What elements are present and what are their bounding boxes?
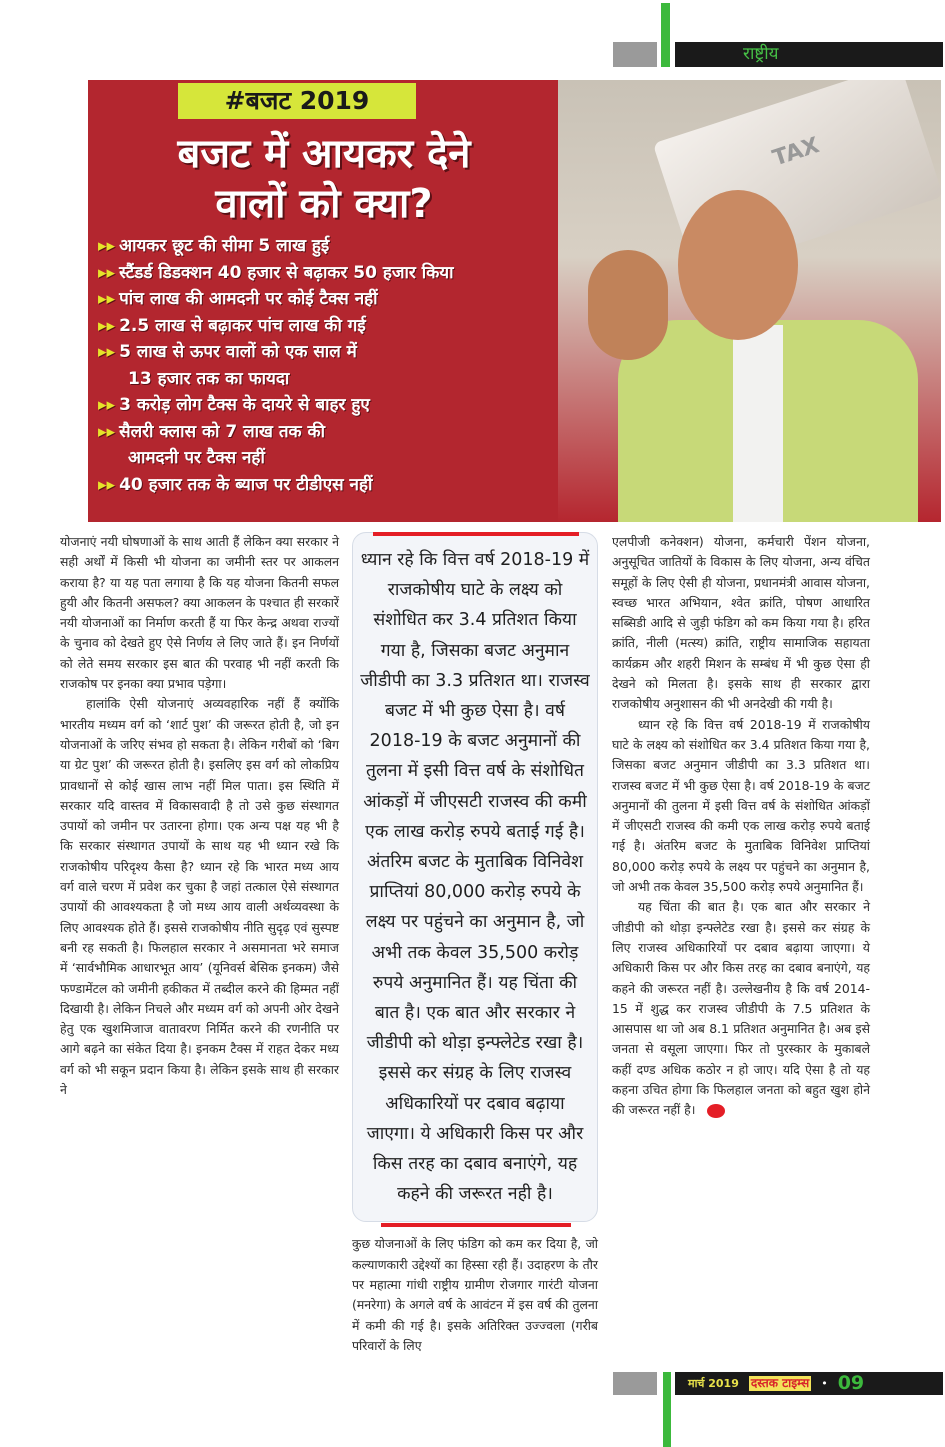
tax-paper-image: TAX: [653, 80, 941, 277]
double-arrow-icon: ▸▸: [98, 421, 116, 442]
double-arrow-icon: ▸▸: [98, 262, 116, 283]
article-paragraph: कुछ योजनाओं के लिए फंडिग को कम कर दिया है, जो कल्याणकारी उद्देश्यों का हिस्सा रही हैं। उदाहरण के तौर पर महात्मा गांधी राष्ट्रीय ग्रामीण रोजगार गारंटी योजना (मनरेगा) के अगले वर्ष के आवंटन में इस वर्ष की तुलना में कमी की गई है। इसके अतिरिक्त उज्ज्वला (गरीब परिवारों के लिए: [352, 1236, 598, 1353]
waving-hand-image: [588, 250, 668, 360]
article-paragraph: यह चिंता की बात है। एक बात और सरकार ने जीडीपी को थोड़ा इन्फ्लेटेड रखा है। इससे कर संग्रह के लिए राजस्व अधिकारियों पर दबाव बढ़ाया जाएगा। ये अधिकारी किस पर और किस तरह का दबाव बनाएंगे, यह कहने की जरूरत नहीं है। उल्लेखनीय है कि वर्ष 2014-15 में शुद्ध कर राजस्व जीडीपी के 7.5 प्रतिशत के आसपास था जो अब 8.1 प्रतिशत अनुमानित है। अब इसे जनता से वसूला जाएगा। फिर तो पुरस्कार के मुकाबले कहीं दण्ड अधिक कठोर न हो जाए। यदि ऐसा है तो यह कहना उचित होगा कि फिलहाल जनता को बहुत खुश होने की जरूरत नहीं है।: [612, 899, 870, 1118]
header-gray-block: [613, 42, 657, 67]
page-footer-area: [0, 1372, 945, 1447]
end-of-article-dot-icon: [707, 1104, 725, 1118]
article-columns: [0, 532, 945, 1356]
page-footer: [675, 1372, 943, 1395]
highlight-item: ▸▸ 2.5 लाख से बढ़ाकर पांच लाख की गई: [98, 315, 366, 336]
magazine-logo: दस्तक टाइम्स: [750, 1376, 810, 1391]
footer-gray-block: [613, 1372, 657, 1395]
double-arrow-icon: ▸▸: [98, 289, 116, 309]
article-left-column: [60, 532, 339, 1100]
highlight-item: ▸▸ सैलरी क्लास को 7 लाख तक की: [98, 421, 325, 442]
double-arrow-icon: ▸▸: [98, 236, 116, 256]
quote-bottom-rule: [381, 1223, 571, 1227]
budget-tag: #बजट 2019: [178, 83, 416, 119]
footer-separator: •: [821, 1377, 828, 1391]
double-arrow-icon: ▸▸: [98, 395, 116, 415]
article-paragraph: एलपीजी कनेक्शन) योजना, कर्मचारी पेंशन योजना, अनुसूचित जातियों के विकास के लिए योजना, अन्य वंचित समूहों के लिए ऐसी ही योजना, प्रधानमंत्री आवास योजना, स्वच्छ भारत अभियान, श्वेत क्रांति, पोषण आधारित सब्सिडी आदि से जुड़ी फंडिग को कम किया गया है। हरित क्रांति, नीली (मत्स्य) क्रांति, राष्ट्रीय सामाजिक सहायता कार्यक्रम और शहरी मिशन के सम्बंध में भी कुछ ऐसा ही देखने को मिलता है। इसके साथ ही सरकार द्वारा राजकोषीय अनुशासन की भी अनदेखी की गयी है।: [612, 534, 870, 712]
highlight-item: ▸▸ 3 करोड़ लोग टैक्स के दायरे से बाहर हुए: [98, 395, 370, 415]
page-number: 09: [837, 1372, 865, 1395]
section-title: राष्ट्रीय: [743, 44, 779, 64]
article-paragraph: ध्यान रहे कि वित्त वर्ष 2018-19 में राजकोषीय घाटे के लक्ष्य को संशोधित कर 3.4 प्रतिशत किया गया है, जिसका बजट अनुमान जीडीपी का 3.3 प्रतिशत था। राजस्व बजट में भी कुछ ऐसा है। वर्ष 2018-19 के बजट अनुमानों की तुलना में इसी वित्त वर्ष के संशोधित आंकड़ों में जीएसटी राजस्व की कमी एक लाख करोड़ रुपये बताई गई है। अंतरिम बजट के मुताबिक विनिवेश प्राप्तियां 80,000 करोड़ रुपये के लक्ष्य पर पहुंचने का अनुमान है, जो अभी तक केवल 35,500 करोड़ रुपये अनुमानित हैं।: [612, 716, 870, 895]
article-paragraph: हालांकि ऐसी योजनाएं अव्यवहारिक नहीं हैं क्योंकि भारतीय मध्यम वर्ग को ‘शार्ट पुश’ की जरूरत होती है, जो इन योजनाओं के जरिए संभव हो सकता है। लेकिन गरीबों को ‘बिग या ग्रेट पुश’ की जरूरत होती है। इसलिए इस वर्ग को लोकप्रिय प्रावधानों से कोई खास लाभ नहीं मिल पाता। इस स्थिति में सरकार यदि वास्तव में विकासवादी है तो उसे कुछ संस्थागत उपायों को जमीन पर उतारना होगा। एक अन्य पक्ष यह भी है कि सरकार संस्थागत उपायों के साथ यह भी ध्यान रखे कि राजकोषीय परिदृश्य कैसा है? ध्यान रहे कि भारत मध्य आय वर्ग वाले चरण में प्रवेश कर चुका है जहां तत्काल ऐसे संस्थागत उपायों की आवश्यकता है जो मध्य आय वाली अर्थव्यवस्था के लिए आवश्यक होते हैं। इससे राजकोषीय नीति सुदृढ़ एवं सुस्पष्ट बनी रह सकती है। फिलहाल सरकार ने असमानता भरे समाज में ‘सार्वभौमिक आधारभूत आय’ (यूनिवर्स बेसिक इनकम) जैसे फण्डामेंटल को जमीनी हकीकत में तब्दील करने की हिम्मत नहीं दिखायी है। लेकिन निचले और मध्यम वर्ग को अपनी ओर देखने हेतु एक खुशमिजाज वातावरण निर्मित करने की रणनीति पर आगे बढ़ने का संकेत दिया है। इनकम टैक्स में राहत देकर मध्य वर्ग को भी सकून प्रदान किया है। लेकिन इसके साथ ही सरकार ने: [60, 696, 339, 1098]
double-arrow-icon: ▸▸: [98, 315, 116, 336]
budget-highlights: [98, 233, 550, 498]
highlight-item: ▸▸ 40 हजार तक के ब्याज पर टीडीएस नहीं: [98, 474, 373, 495]
highlight-item: ▸▸ आयकर छूट की सीमा 5 लाख हुई: [98, 236, 330, 256]
budget-banner: [88, 80, 941, 522]
header-green-bar: [661, 3, 670, 67]
double-arrow-icon: ▸▸: [98, 474, 116, 495]
highlight-item: ▸▸ पांच लाख की आमदनी पर कोई टैक्स नहीं: [98, 289, 378, 309]
issue-date: मार्च 2019: [688, 1377, 739, 1391]
highlight-item: ▸▸ 5 लाख से ऊपर वालों को एक साल में: [98, 342, 357, 362]
double-arrow-icon: ▸▸: [98, 342, 116, 362]
article-middle-column: [352, 532, 598, 1356]
quote-top-rule: [373, 532, 579, 536]
article-right-column: [612, 532, 870, 1121]
minister-photo: [558, 80, 941, 522]
banner-headline: बजट में आयकर देने वालों को क्या?: [177, 131, 471, 227]
banner-text-area: [88, 80, 558, 522]
pull-quote-box: [352, 532, 598, 1222]
pull-quote-text: ध्यान रहे कि वित्त वर्ष 2018-19 में राजकोषीय घाटे के लक्ष्य को संशोधित कर 3.4 प्रतिशत किया गया है, जिसका बजट अनुमान जीडीपी का 3.3 प्रतिशत था। राजस्व बजट में भी कुछ ऐसा है। वर्ष 2018-19 के बजट अनुमानों की तुलना में इसी वित्त वर्ष के संशोधित आंकड़ों में जीएसटी राजस्व की कमी एक लाख करोड़ रुपये बताई गई है। अंतरिम बजट के मुताबिक विनिवेश प्राप्तियां 80,000 करोड़ रुपये के लक्ष्य पर पहुंचने का अनुमान है, जो अभी तक केवल 35,500 करोड़ रुपये अनुमानित हैं। यह चिंता की बात है। एक बात और सरकार ने जीडीपी को थोड़ा इन्फ्लेटेड रखा है। इससे कर संग्रह के लिए राजस्व अधिकारियों पर दबाव बढ़ाया जाएगा। ये अधिकारी किस पर और किस तरह का दबाव बनाएंगे, यह कहने की जरूरत नही है।: [360, 550, 590, 1205]
footer-green-bar: [663, 1372, 671, 1447]
article-paragraph: योजनाएं नयी घोषणाओं के साथ आती हैं लेकिन क्या सरकार ने सही अर्थों में किसी भी योजना का जमीनी स्तर पर आकलन कराया है? या यह पता लगाया है कि यह योजना कितनी सफल हुयी और कितनी असफल? क्या आकलन के पश्चात ही सरकारें नयी योजनाओं का निर्माण करती हैं या फिर केन्द्र अथवा राज्यों के चुनाव को देखते हुए ऐसे निर्णय ले लिए जाते हैं। इन निर्णयों को लेते समय सरकार इस बात की परवाह भी नहीं करती कि राजकोष पर इनका क्या प्रभाव पड़ेगा।: [60, 534, 339, 692]
highlight-item-continued: आमदनी पर टैक्स नहीं: [128, 448, 265, 468]
highlight-item: ▸▸ स्टैंडर्ड डिडक्शन 40 हजार से बढ़ाकर 50 हजार किया: [98, 262, 454, 283]
section-header: [675, 42, 943, 67]
page-header: [0, 0, 945, 80]
highlight-item-continued: 13 हजार तक का फायदा: [128, 368, 290, 389]
